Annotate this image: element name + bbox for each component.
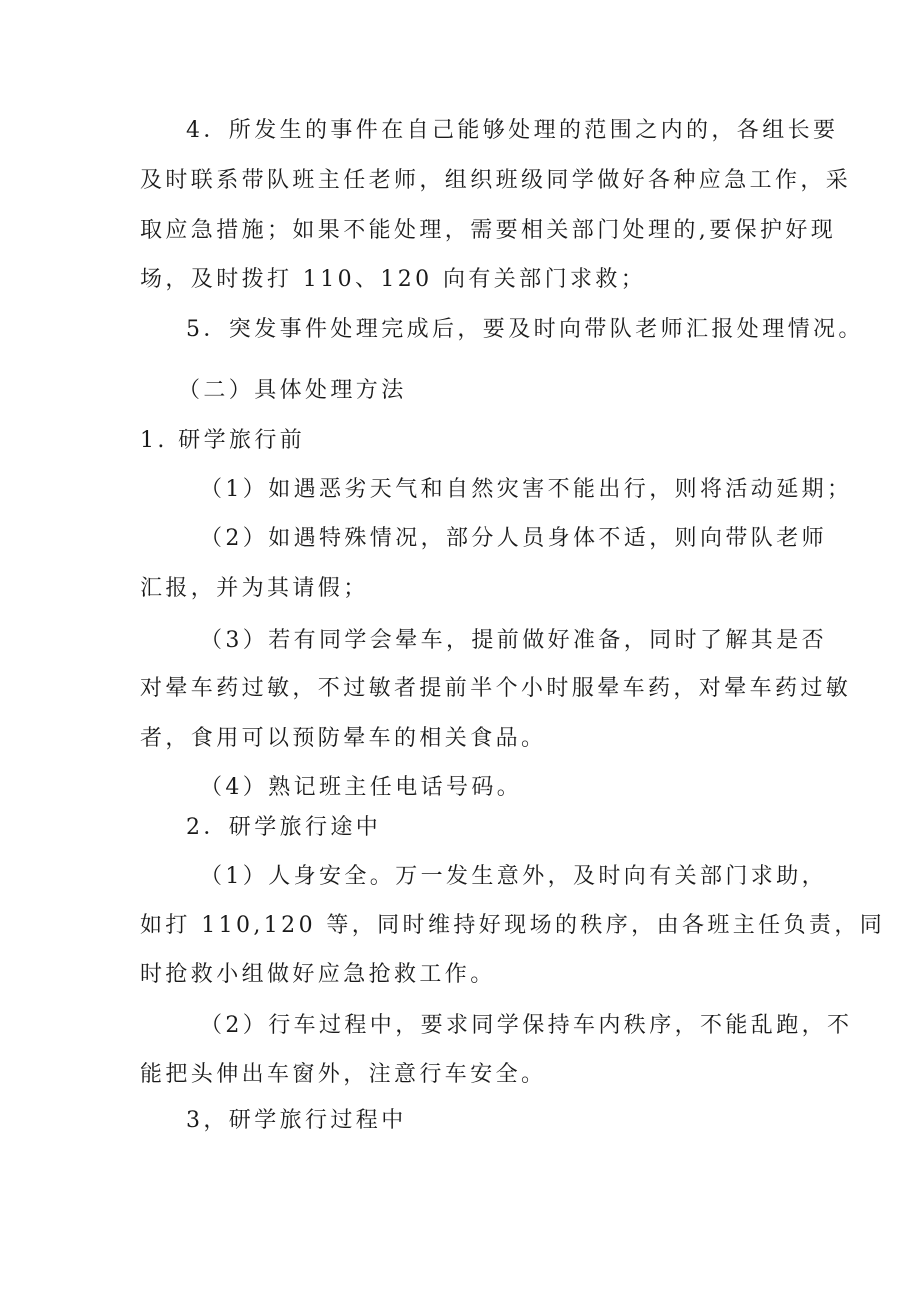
paragraph-line: 能把头伸出车窗外，注意行车安全。 xyxy=(140,1062,547,1087)
section-heading: （二）具体处理方法 xyxy=(178,378,407,403)
paragraph-line: 取应急措施；如果不能处理，需要相关部门处理的,要保护好现 xyxy=(140,218,837,243)
paragraph-line: 及时联系带队班主任老师，组织班级同学做好各种应急工作，采 xyxy=(140,168,852,193)
paragraph-line: 场，及时拨打 110、120 向有关部门求救； xyxy=(140,267,647,292)
list-item-line: （2）如遇特殊情况，部分人员身体不适，则向带队老师 xyxy=(200,526,827,551)
subsection-heading: 2．研学旅行途中 xyxy=(186,815,382,840)
paragraph-line: 4．所发生的事件在自己能够处理的范围之内的，各组长要 xyxy=(186,118,839,143)
list-item-line: （1）人身安全。万一发生意外，及时向有关部门求助， xyxy=(200,864,827,889)
paragraph-line: 时抢救小组做好应急抢救工作。 xyxy=(140,962,496,987)
subsection-heading: 3，研学旅行过程中 xyxy=(186,1108,407,1133)
paragraph-line: 汇报，并为其请假； xyxy=(140,576,369,601)
paragraph-line: 如打 110,120 等，同时维持好现场的秩序，由各班主任负责，同 xyxy=(140,913,886,938)
subsection-heading: 1. 研学旅行前 xyxy=(140,428,306,453)
paragraph-line: 对晕车药过敏，不过敏者提前半个小时服晕车药，对晕车药过敏 xyxy=(140,676,852,701)
paragraph-line: 5．突发事件处理完成后，要及时向带队老师汇报处理情况。 xyxy=(186,317,864,342)
list-item-line: （1）如遇恶劣天气和自然灾害不能出行，则将活动延期； xyxy=(200,477,853,502)
list-item-line: （3）若有同学会晕车，提前做好准备，同时了解其是否 xyxy=(200,628,827,653)
paragraph-line: 者，食用可以预防晕车的相关食品。 xyxy=(140,726,547,751)
list-item-line: （2）行车过程中，要求同学保持车内秩序，不能乱跑，不 xyxy=(200,1013,853,1038)
list-item-line: （4）熟记班主任电话号码。 xyxy=(200,775,523,800)
